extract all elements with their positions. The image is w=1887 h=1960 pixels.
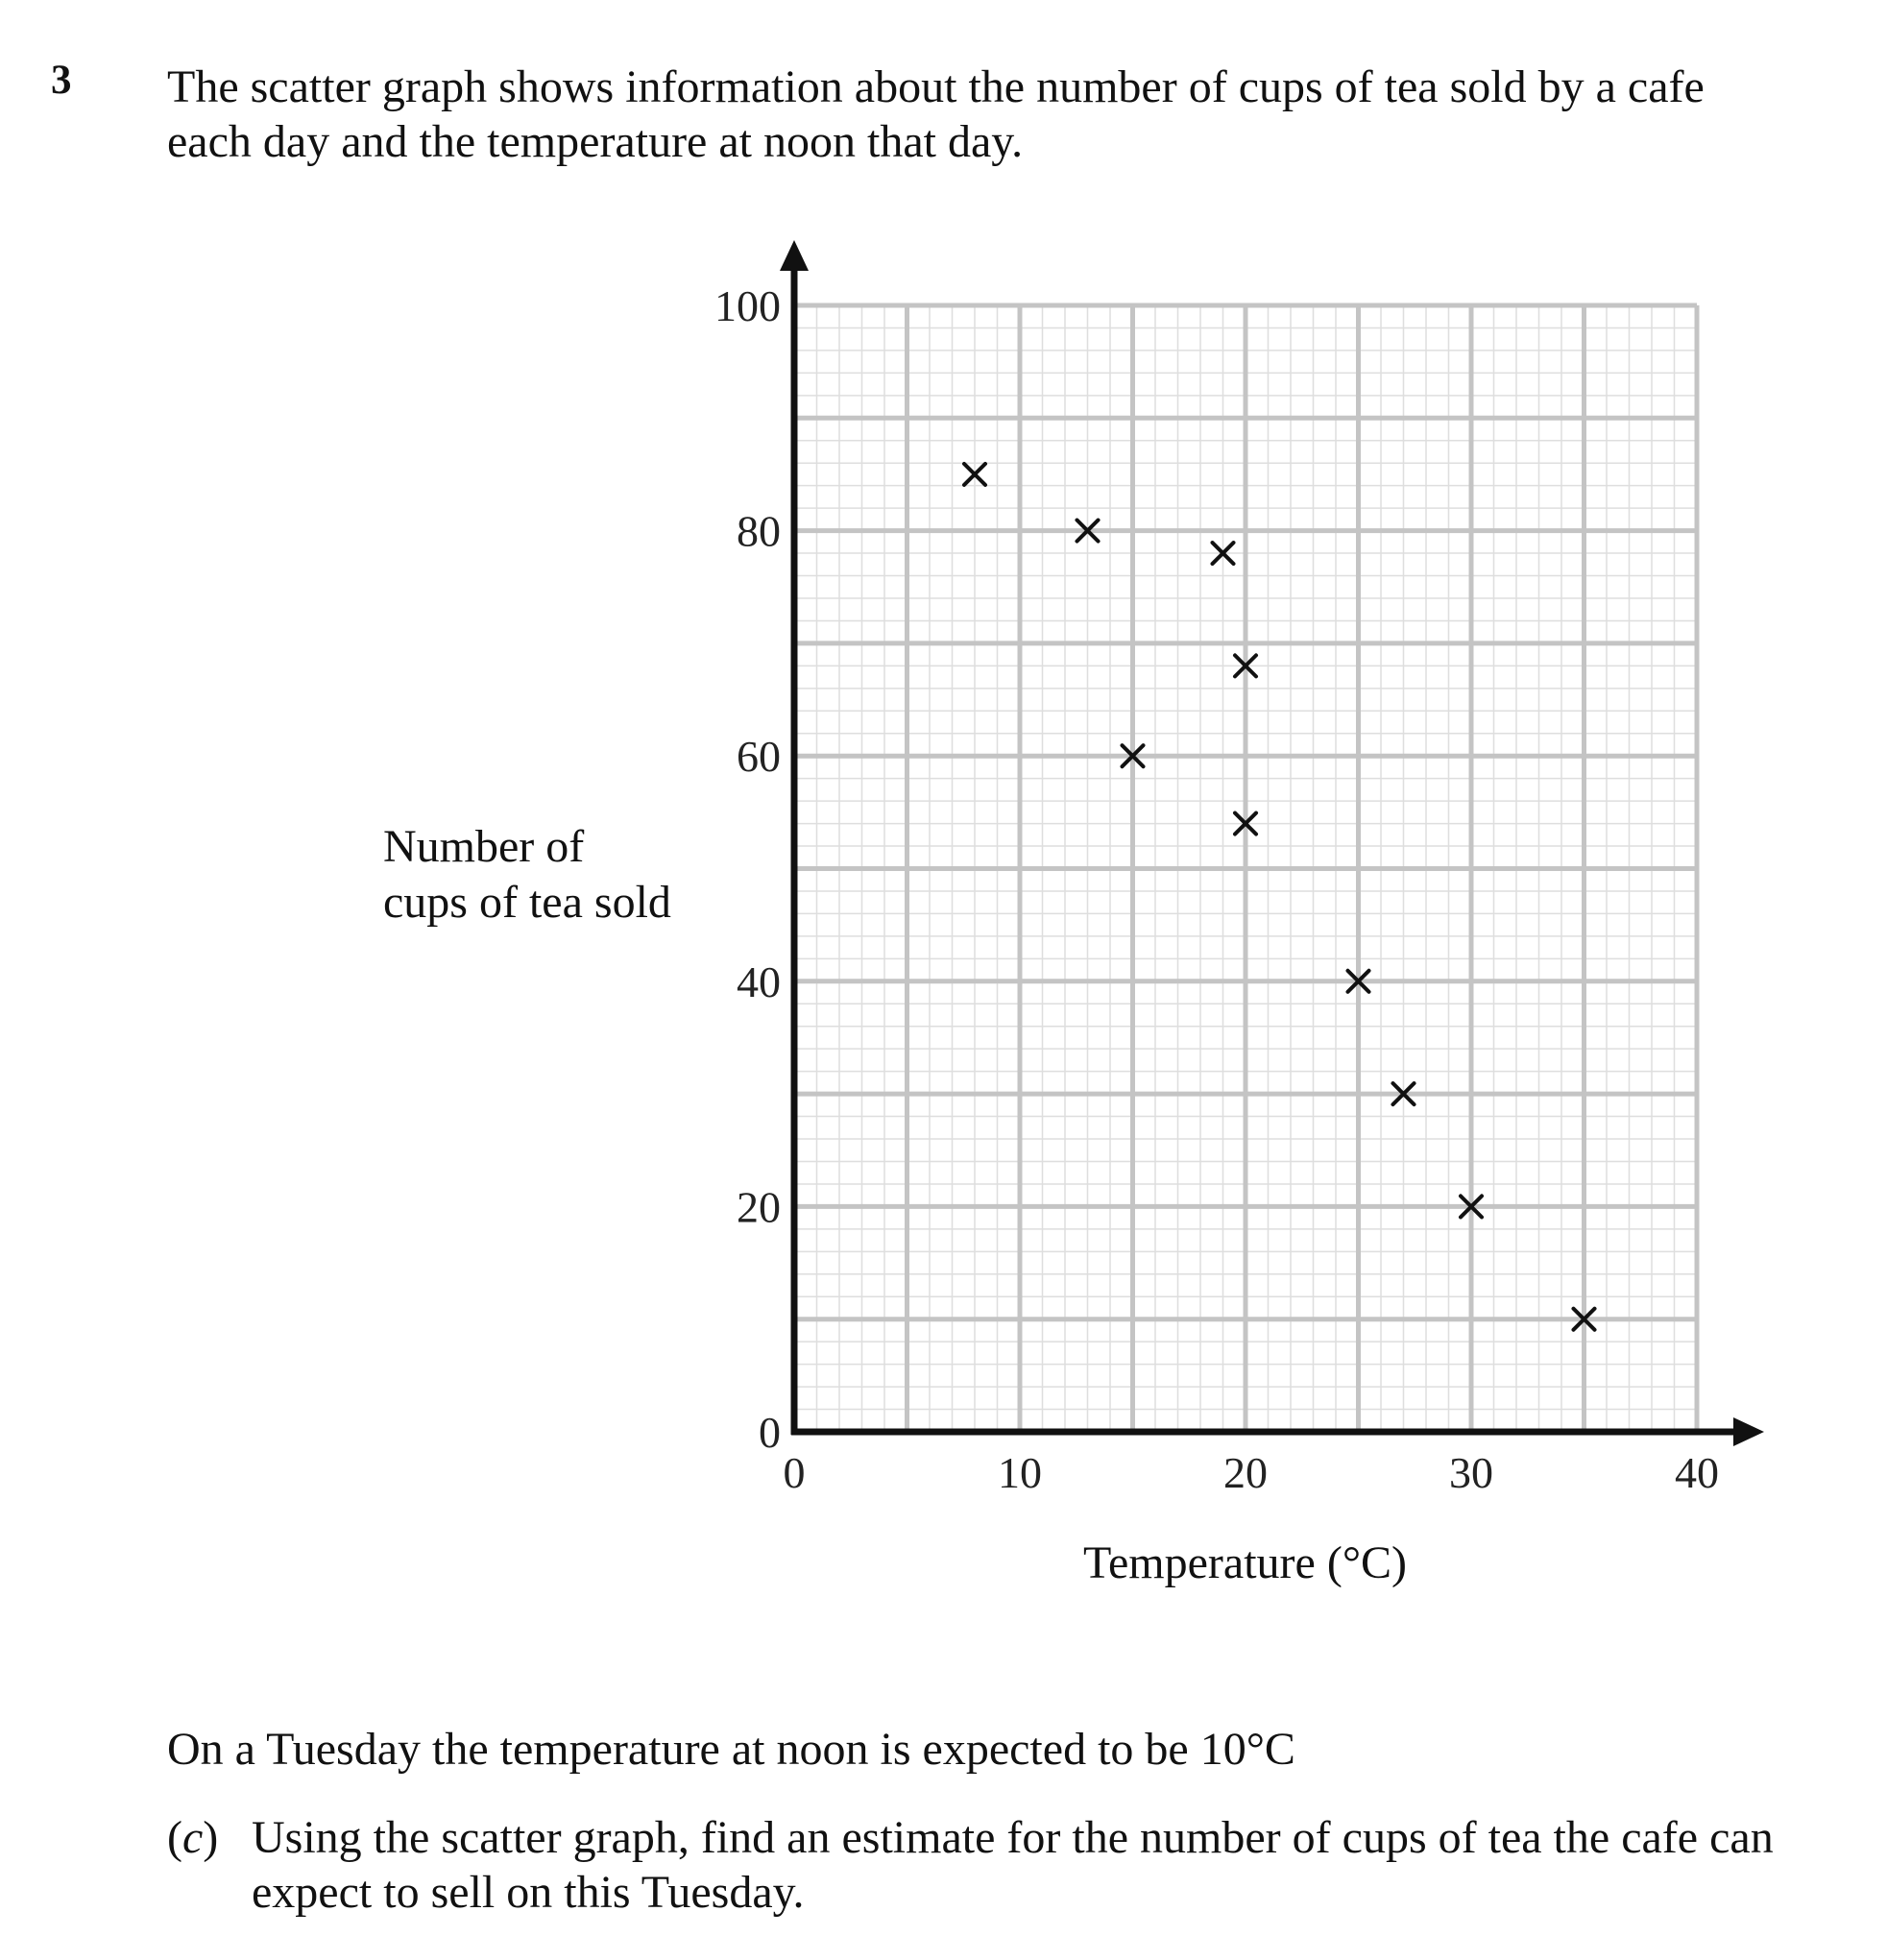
y-axis-label-line-2: cups of tea sold: [383, 877, 671, 928]
part-c-text: [252, 1810, 1774, 1920]
x-tick-label: 30: [1449, 1448, 1493, 1497]
x-axis-arrow-icon: [1733, 1417, 1764, 1446]
part-c-label: (c): [167, 1812, 219, 1863]
x-tick-label: 40: [1675, 1448, 1719, 1497]
intro-line-2: each day and the temperature at noon that day.: [167, 116, 1024, 167]
part-c-line-1: Using the scatter graph, find an estimate for the number of cups of tea the cafe can: [252, 1812, 1774, 1863]
data-points: [964, 464, 1595, 1330]
axes: [780, 240, 1764, 1446]
y-axis-label: [383, 819, 671, 931]
question-number: 3: [51, 58, 72, 103]
y-tick-label: 80: [737, 506, 781, 556]
y-tick-label: 20: [737, 1182, 781, 1232]
y-axis-label-line-1: Number of: [383, 821, 585, 872]
part-c-line-2: expect to sell on this Tuesday.: [252, 1867, 805, 1918]
question-context: On a Tuesday the temperature at noon is expected to be 10°C: [167, 1724, 1295, 1775]
y-tick-label: 100: [714, 281, 781, 330]
x-tick-label: 20: [1223, 1448, 1268, 1497]
x-tick-label: 10: [998, 1448, 1042, 1497]
x-tick-label: 0: [783, 1448, 806, 1497]
part-c-letter: c: [181, 1812, 204, 1863]
x-axis-label: Temperature (°C): [1083, 1537, 1408, 1588]
intro-line-1: The scatter graph shows information about the number of cups of tea sold by a cafe: [167, 61, 1705, 112]
y-tick-label: 0: [759, 1408, 781, 1457]
y-axis-arrow-icon: [780, 240, 809, 271]
y-tick-label: 40: [737, 956, 781, 1006]
y-tick-label: 60: [737, 732, 781, 782]
